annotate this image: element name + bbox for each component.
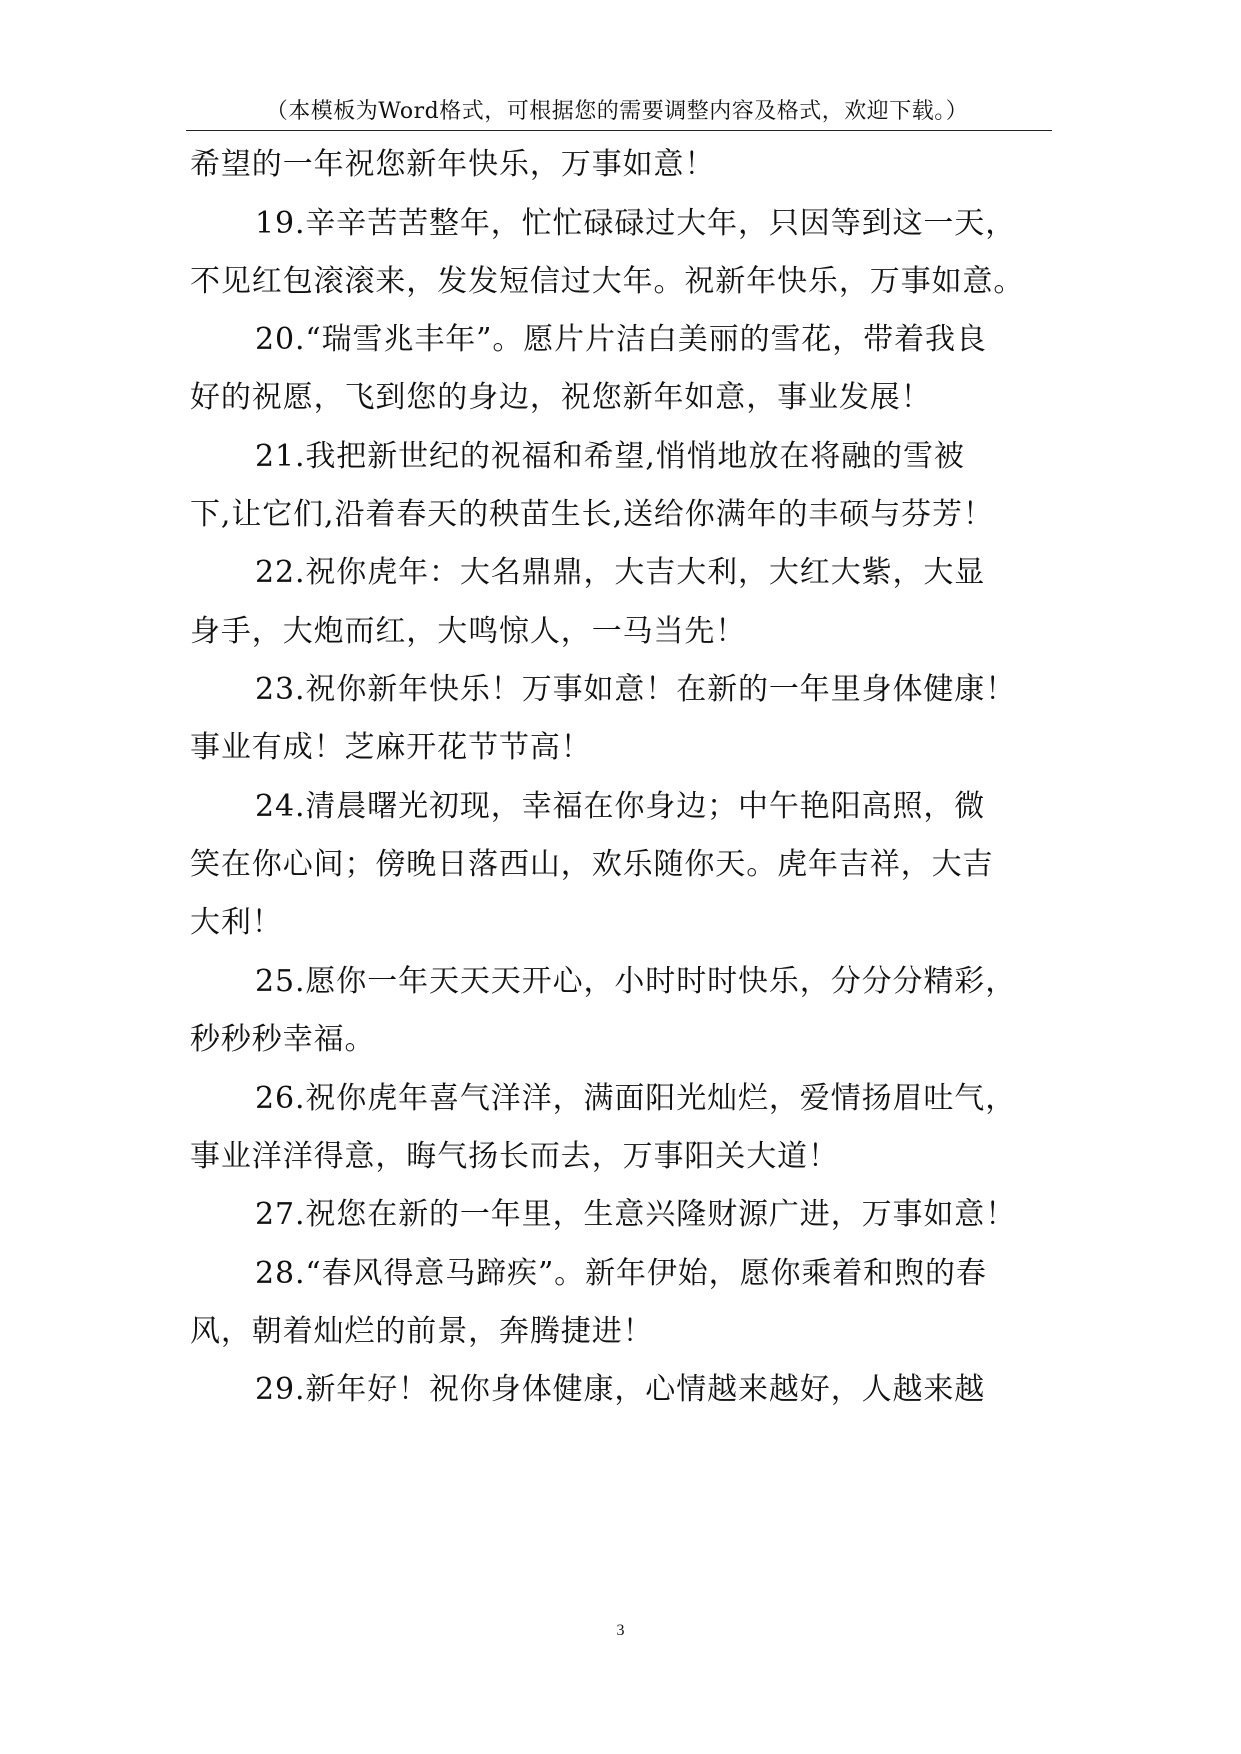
text-line: 身手，大炮而红，大鸣惊人，一马当先！: [190, 614, 747, 649]
page-header: （本模板为Word格式，可根据您的需要调整内容及格式，欢迎下载。）: [265, 99, 969, 124]
text-line: 笑在你心间；傍晚日落西山，欢乐随你天。虎年吉祥，大吉: [190, 847, 994, 882]
text-line: 20.“瑞雪兆丰年”。愿片片洁白美丽的雪花，带着我良: [255, 322, 987, 357]
text-line: 下,让它们,沿着春天的秧苗生长,送给你满年的丰硕与芬芳！: [190, 497, 994, 532]
text-line: 风，朝着灿烂的前景，奔腾捷进！: [190, 1314, 654, 1349]
text-line: 不见红包滚滚来，发发短信过大年。祝新年快乐，万事如意。: [190, 264, 1025, 299]
text-line: 26.祝你虎年喜气洋洋，满面阳光灿烂，爱情扬眉吐气，: [255, 1081, 1017, 1116]
text-line: 28.“春风得意马蹄疾”。新年伊始，愿你乘着和煦的春: [255, 1256, 987, 1291]
text-line: 25.愿你一年天天天开心，小时时时快乐，分分分精彩，: [255, 964, 1017, 999]
header-divider: [186, 130, 1052, 131]
text-line: 希望的一年祝您新年快乐，万事如意！: [190, 147, 716, 182]
text-line: 好的祝愿，飞到您的身边，祝您新年如意，事业发展！: [190, 380, 932, 415]
text-line: 19.辛辛苦苦整年，忙忙碌碌过大年，只因等到这一天，: [255, 206, 1017, 241]
text-line: 秒秒秒幸福。: [190, 1022, 376, 1057]
text-line: 事业洋洋得意，晦气扬长而去，万事阳关大道！: [190, 1139, 839, 1174]
text-line: 22.祝你虎年：大名鼎鼎，大吉大利，大红大紫，大显: [255, 555, 986, 590]
text-line: 大利！: [190, 905, 283, 940]
text-line: 24.清晨曙光初现，幸福在你身边；中午艳阳高照，微: [255, 789, 986, 824]
text-line: 27.祝您在新的一年里，生意兴隆财源广进，万事如意！: [255, 1197, 1017, 1232]
text-line: 23.祝你新年快乐！万事如意！在新的一年里身体健康！: [255, 672, 1017, 707]
text-line: 21.我把新世纪的祝福和希望,悄悄地放在将融的雪被: [255, 439, 965, 474]
page-number: 3: [616, 1622, 625, 1639]
text-line: 事业有成！芝麻开花节节高！: [190, 730, 592, 765]
text-line: 29.新年好！祝你身体健康，心情越来越好，人越来越: [255, 1372, 986, 1407]
